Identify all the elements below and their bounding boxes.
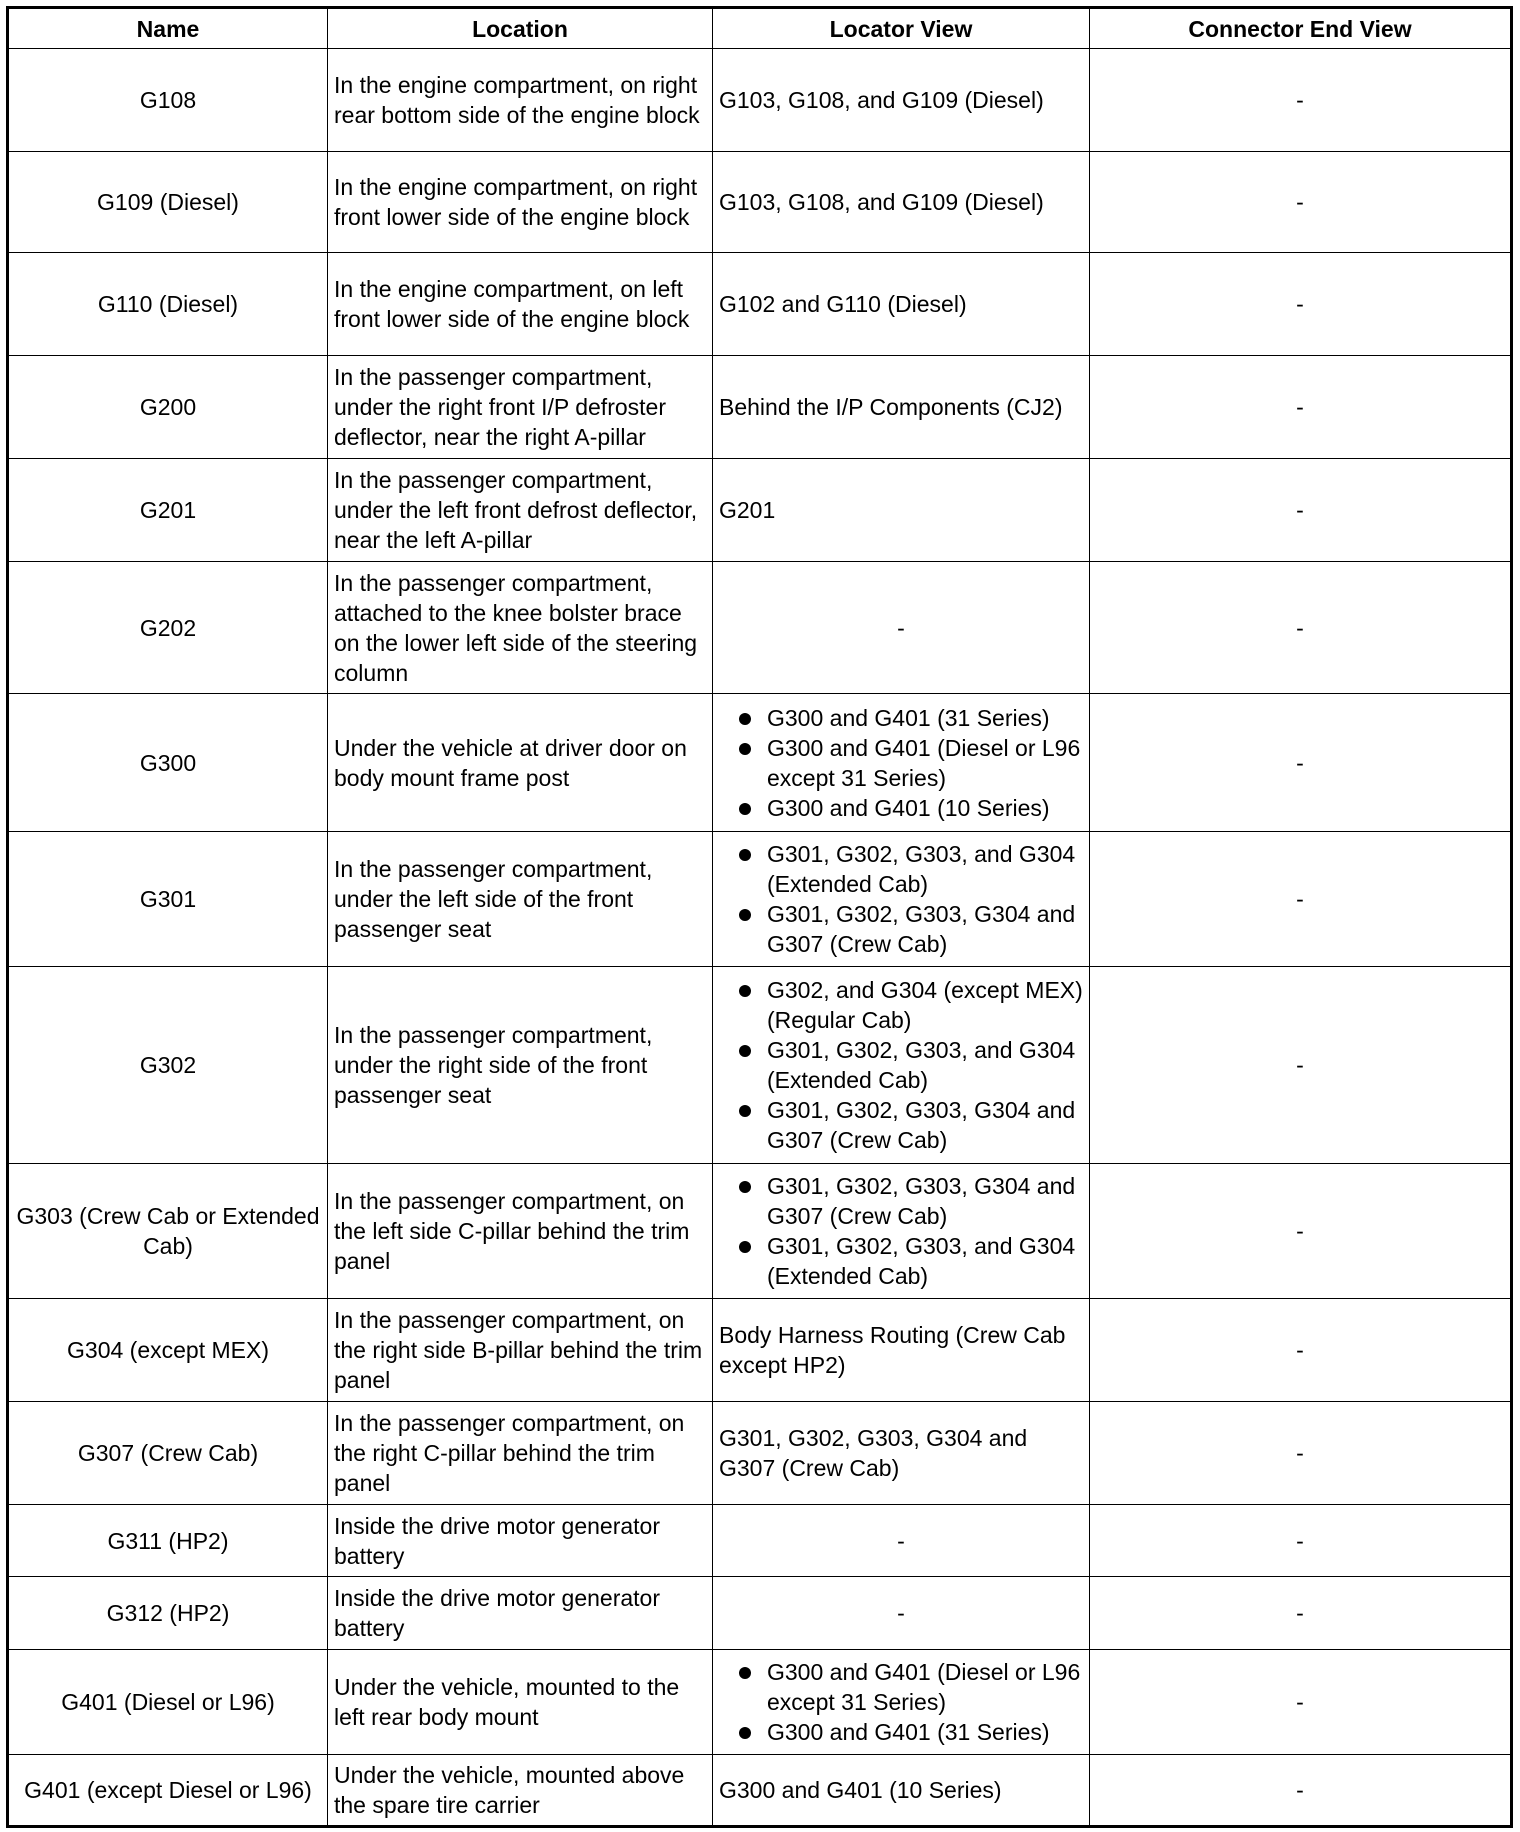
location-cell: Under the vehicle at driver door on body mount frame post xyxy=(328,694,713,832)
name-cell: G201 xyxy=(8,459,328,562)
name-cell: G108 xyxy=(8,49,328,152)
connector-end-view-cell: - xyxy=(1090,1505,1512,1577)
location-cell: Under the vehicle, mounted to the left rear body mount xyxy=(328,1650,713,1755)
locator-view-cell: G103, G108, and G109 (Diesel) xyxy=(713,49,1090,152)
location-cell: In the passenger compartment, under the left side of the front passenger seat xyxy=(328,832,713,967)
name-cell: G312 (HP2) xyxy=(8,1577,328,1650)
header-location: Location xyxy=(328,8,713,49)
connector-end-view-cell: - xyxy=(1090,356,1512,459)
table-row xyxy=(8,1402,1512,1505)
name-cell: G307 (Crew Cab) xyxy=(8,1402,328,1505)
name-cell: G401 (Diesel or L96) xyxy=(8,1650,328,1755)
location-cell: In the engine compartment, on left front lower side of the engine block xyxy=(328,253,713,356)
table-row xyxy=(8,832,1512,967)
locator-list-item: G300 and G401 (Diesel or L96 except 31 Series) xyxy=(719,1657,1083,1717)
locator-list-item: G300 and G401 (31 Series) xyxy=(719,703,1083,733)
connector-end-view-cell: - xyxy=(1090,459,1512,562)
header-connector-end-view: Connector End View xyxy=(1090,8,1512,49)
locator-view-cell: G301, G302, G303, G304 and G307 (Crew Cab) xyxy=(713,1402,1090,1505)
table-row xyxy=(8,1755,1512,1827)
name-cell: G302 xyxy=(8,967,328,1164)
locator-view-cell xyxy=(713,694,1090,832)
locator-list-item: G301, G302, G303, and G304 (Extended Cab) xyxy=(719,1035,1083,1095)
connector-end-view-cell: - xyxy=(1090,152,1512,253)
header-name: Name xyxy=(8,8,328,49)
locator-view-cell: Body Harness Routing (Crew Cab except HP2) xyxy=(713,1299,1090,1402)
name-cell: G200 xyxy=(8,356,328,459)
locator-list-item: G300 and G401 (Diesel or L96 except 31 Series) xyxy=(719,733,1083,793)
locator-list xyxy=(719,1657,1083,1747)
ground-locations-table xyxy=(6,6,1513,1828)
locator-list-item: G301, G302, G303, and G304 (Extended Cab) xyxy=(719,839,1083,899)
name-cell: G311 (HP2) xyxy=(8,1505,328,1577)
locator-list-item: G301, G302, G303, and G304 (Extended Cab) xyxy=(719,1231,1083,1291)
connector-end-view-cell: - xyxy=(1090,1650,1512,1755)
locator-view-cell xyxy=(713,1650,1090,1755)
connector-end-view-cell: - xyxy=(1090,1755,1512,1827)
name-cell: G304 (except MEX) xyxy=(8,1299,328,1402)
location-cell: In the passenger compartment, attached to the knee bolster brace on the lower left side of the steering column xyxy=(328,562,713,694)
locator-view-cell xyxy=(713,832,1090,967)
locator-list-item: G301, G302, G303, G304 and G307 (Crew Cab) xyxy=(719,899,1083,959)
locator-view-cell: G102 and G110 (Diesel) xyxy=(713,253,1090,356)
locator-view-cell: G201 xyxy=(713,459,1090,562)
locator-view-cell xyxy=(713,967,1090,1164)
table-row xyxy=(8,562,1512,694)
locator-list-item: G302, and G304 (except MEX) (Regular Cab) xyxy=(719,975,1083,1035)
location-cell: In the passenger compartment, on the right side B-pillar behind the trim panel xyxy=(328,1299,713,1402)
name-cell: G303 (Crew Cab or Extended Cab) xyxy=(8,1164,328,1299)
header-locator-view: Locator View xyxy=(713,8,1090,49)
table-row xyxy=(8,253,1512,356)
connector-end-view-cell: - xyxy=(1090,253,1512,356)
header-row xyxy=(8,8,1512,49)
locator-view-cell: - xyxy=(713,1577,1090,1650)
table-row xyxy=(8,1577,1512,1650)
table-row xyxy=(8,459,1512,562)
locator-list-item: G301, G302, G303, G304 and G307 (Crew Cab) xyxy=(719,1171,1083,1231)
connector-end-view-cell: - xyxy=(1090,49,1512,152)
connector-end-view-cell: - xyxy=(1090,694,1512,832)
location-cell: Inside the drive motor generator battery xyxy=(328,1505,713,1577)
table-row xyxy=(8,694,1512,832)
locator-view-cell: Behind the I/P Components (CJ2) xyxy=(713,356,1090,459)
locator-view-cell: - xyxy=(713,562,1090,694)
locator-list-item: G300 and G401 (10 Series) xyxy=(719,793,1083,823)
connector-end-view-cell: - xyxy=(1090,967,1512,1164)
locator-list-item: G300 and G401 (31 Series) xyxy=(719,1717,1083,1747)
locator-list xyxy=(719,703,1083,823)
location-cell: In the passenger compartment, under the right side of the front passenger seat xyxy=(328,967,713,1164)
location-cell: Inside the drive motor generator battery xyxy=(328,1577,713,1650)
location-cell: In the passenger compartment, under the right front I/P defroster deflector, near the right A-pillar xyxy=(328,356,713,459)
table-row xyxy=(8,967,1512,1164)
connector-end-view-cell: - xyxy=(1090,1402,1512,1505)
locator-view-cell: G103, G108, and G109 (Diesel) xyxy=(713,152,1090,253)
locator-view-cell: G300 and G401 (10 Series) xyxy=(713,1755,1090,1827)
table-row xyxy=(8,356,1512,459)
table-row xyxy=(8,152,1512,253)
name-cell: G110 (Diesel) xyxy=(8,253,328,356)
location-cell: In the engine compartment, on right front lower side of the engine block xyxy=(328,152,713,253)
table-row xyxy=(8,1299,1512,1402)
connector-end-view-cell: - xyxy=(1090,1299,1512,1402)
table-row xyxy=(8,1505,1512,1577)
location-cell: In the passenger compartment, on the right C-pillar behind the trim panel xyxy=(328,1402,713,1505)
name-cell: G301 xyxy=(8,832,328,967)
table-row xyxy=(8,1650,1512,1755)
location-cell: In the passenger compartment, on the left side C-pillar behind the trim panel xyxy=(328,1164,713,1299)
connector-end-view-cell: - xyxy=(1090,562,1512,694)
table-row xyxy=(8,1164,1512,1299)
name-cell: G109 (Diesel) xyxy=(8,152,328,253)
connector-end-view-cell: - xyxy=(1090,832,1512,967)
location-cell: In the engine compartment, on right rear bottom side of the engine block xyxy=(328,49,713,152)
location-cell: In the passenger compartment, under the left front defrost deflector, near the left A-pillar xyxy=(328,459,713,562)
name-cell: G401 (except Diesel or L96) xyxy=(8,1755,328,1827)
locator-view-cell: - xyxy=(713,1505,1090,1577)
locator-view-cell xyxy=(713,1164,1090,1299)
table-body xyxy=(8,49,1512,1827)
connector-end-view-cell: - xyxy=(1090,1164,1512,1299)
locator-list-item: G301, G302, G303, G304 and G307 (Crew Cab) xyxy=(719,1095,1083,1155)
locator-list xyxy=(719,839,1083,959)
locator-list xyxy=(719,975,1083,1155)
connector-end-view-cell: - xyxy=(1090,1577,1512,1650)
name-cell: G202 xyxy=(8,562,328,694)
locator-list xyxy=(719,1171,1083,1291)
location-cell: Under the vehicle, mounted above the spare tire carrier xyxy=(328,1755,713,1827)
table-row xyxy=(8,49,1512,152)
name-cell: G300 xyxy=(8,694,328,832)
